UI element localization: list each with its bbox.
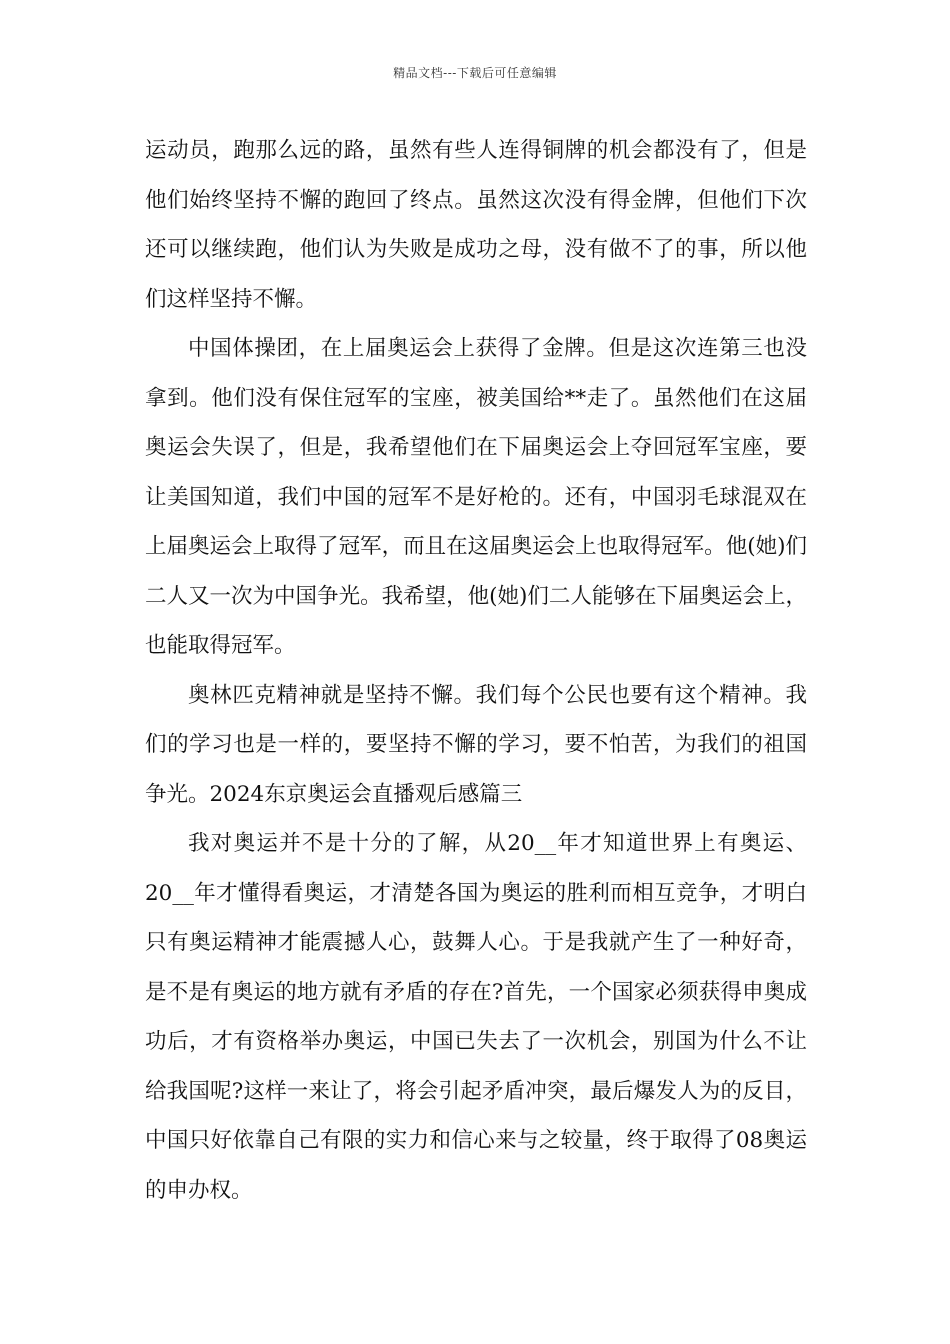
- paragraph-olympic-spirit: 奥林匹克精神就是坚持不懈。我们每个公民也要有这个精神。我们的学习也是一样的，要坚持不懈的学习，要不怕苦，为我们的祖国争光。2024东京奥运会直播观后感篇三: [145, 682, 807, 807]
- paragraph-essay-three: 我对奥运并不是十分的了解，从20__年才知道世界上有奥运、20__年才懂得看奥运，才清楚各国为奥运的胜利而相互竞争，才明白只有奥运精神才能震撼人心，鼓舞人心。于是我就产生了一种好奇，是不是有奥运的地方就有矛盾的存在?首先，一个国家必须获得申奥成功后，才有资格举办奥运，中国已失去了一次机会，别国为什么不让给我国呢?这样一来让了，将会引起矛盾冲突，最后爆发人为的反目，中国只好依靠自己有限的实力和信心来与之较量，终于取得了08奥运的申办权。: [145, 831, 807, 1203]
- paragraph-continuation: 运动员，跑那么远的路，虽然有些人连得铜牌的机会都没有了，但是他们始终坚持不懈的跑回了终点。虽然这次没有得金牌，但他们下次还可以继续跑，他们认为失败是成功之母，没有做不了的事，所以他们这样坚持不懈。: [145, 138, 807, 312]
- paragraph-gymnastics: 中国体操团，在上届奥运会上获得了金牌。但是这次连第三也没拿到。他们没有保住冠军的宝座，被美国给**走了。虽然他们在这届奥运会失误了，但是，我希望他们在下届奥运会上夺回冠军宝座，要让美国知道，我们中国的冠军不是好枪的。还有，中国羽毛球混双在上届奥运会上取得了冠军，而且在这届奥运会上也取得冠军。他(她)们二人又一次为中国争光。我希望，他(她)们二人能够在下届奥运会上，也能取得冠军。: [145, 336, 807, 658]
- page-header: 精品文档---下载后可任意编辑: [393, 66, 557, 80]
- document-body: [145, 126, 807, 1215]
